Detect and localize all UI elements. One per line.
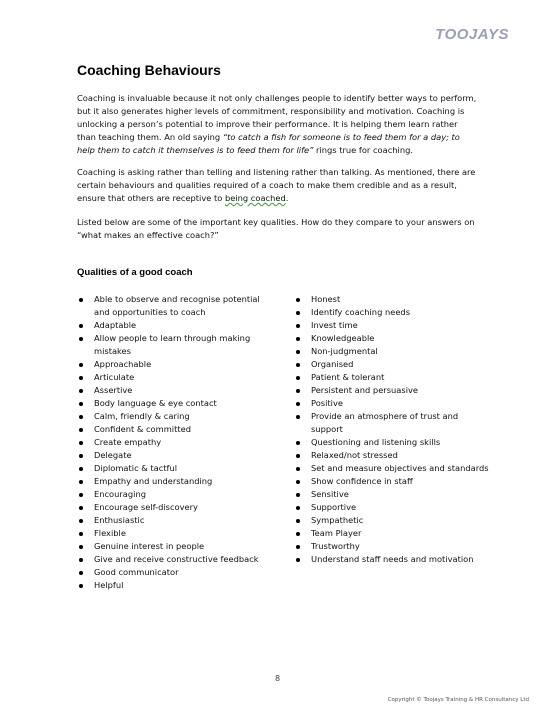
quality-item: Genuine interest in people [77, 540, 262, 553]
quality-item: Assertive [77, 384, 262, 397]
qualities-list-right [294, 293, 489, 566]
quality-item: Good communicator [77, 566, 262, 579]
page-title: Coaching Behaviours [77, 62, 221, 78]
quality-item: Helpful [77, 579, 262, 592]
qualities-heading: Qualities of a good coach [77, 267, 193, 278]
quality-item: Trustworthy [294, 540, 489, 553]
quality-item: Approachable [77, 358, 262, 371]
quality-item: Allow people to learn through making mistakes [77, 332, 262, 358]
quality-item: Sympathetic [294, 514, 489, 527]
quality-item: Non-judgmental [294, 345, 489, 358]
quality-item: Diplomatic & tactful [77, 462, 262, 475]
quality-item: Relaxed/not stressed [294, 449, 489, 462]
quality-item: Understand staff needs and motivation [294, 553, 489, 566]
quality-item: Calm, friendly & caring [77, 410, 262, 423]
quality-item: Team Player [294, 527, 489, 540]
quality-item: Encourage self-discovery [77, 501, 262, 514]
quality-item: Invest time [294, 319, 489, 332]
quality-item: Give and receive constructive feedback [77, 553, 262, 566]
paragraph-text: Coaching is asking rather than telling and listening rather than talking. As mentioned, there are certain behaviours and qualities required of a coach to make them credible and as a result, ensure that others are receptive to [77, 167, 476, 203]
quality-item: Persistent and persuasive [294, 384, 489, 397]
quality-item: Set and measure objectives and standards [294, 462, 489, 475]
quality-item: Empathy and understanding [77, 475, 262, 488]
quality-item: Honest [294, 293, 489, 306]
quality-item: Encouraging [77, 488, 262, 501]
spellcheck-marked-text: being coached [224, 193, 286, 203]
quality-item: Sensitive [294, 488, 489, 501]
quality-item: Organised [294, 358, 489, 371]
quality-item: Patient & tolerant [294, 371, 489, 384]
intro-paragraph [77, 92, 477, 157]
qualities-intro-paragraph: Listed below are some of the important key qualities. How do they compare to your answers on “what makes an effective coach?” [77, 217, 475, 240]
quality-item: Flexible [77, 527, 262, 540]
quality-item: Positive [294, 397, 489, 410]
quality-item: Questioning and listening skills [294, 436, 489, 449]
saying-quote: “to catch a fish for someone is to feed them for a day; to help them to catch it themselves is to feed them for life” [77, 132, 460, 155]
quality-item: Show confidence in staff [294, 475, 489, 488]
page-number: 8 [274, 674, 281, 683]
quality-item: Enthusiastic [77, 514, 262, 527]
qualities-list-left [77, 293, 262, 592]
quality-item: Knowledgeable [294, 332, 489, 345]
quality-item: Body language & eye contact [77, 397, 262, 410]
quality-item: Confident & committed [77, 423, 262, 436]
paragraph-text: rings true for coaching. [313, 145, 413, 155]
company-logo: TOOJAYS [435, 26, 509, 43]
quality-item: Supportive [294, 501, 489, 514]
paragraph-text: Coaching is invaluable because it not only challenges people to identify better ways to perform, but it also generates higher levels of commitment, responsibility and motivation. Coaching is unlocking a person’s potential to improve their performance. It is helping them learn rather than teaching them. An old saying [77, 93, 477, 142]
quality-item: Able to observe and recognise potential and opportunities to coach [77, 293, 262, 319]
quality-item: Articulate [77, 371, 262, 384]
quality-item: Identify coaching needs [294, 306, 489, 319]
quality-item: Adaptable [77, 319, 262, 332]
quality-item: Delegate [77, 449, 262, 462]
quality-item: Create empathy [77, 436, 262, 449]
quality-item: Provide an atmosphere of trust and support [294, 410, 489, 436]
paragraph-text: . [285, 193, 289, 203]
coaching-paragraph [77, 166, 477, 205]
copyright-notice: Copyright © Toojays Training & HR Consultancy Ltd [387, 697, 529, 703]
